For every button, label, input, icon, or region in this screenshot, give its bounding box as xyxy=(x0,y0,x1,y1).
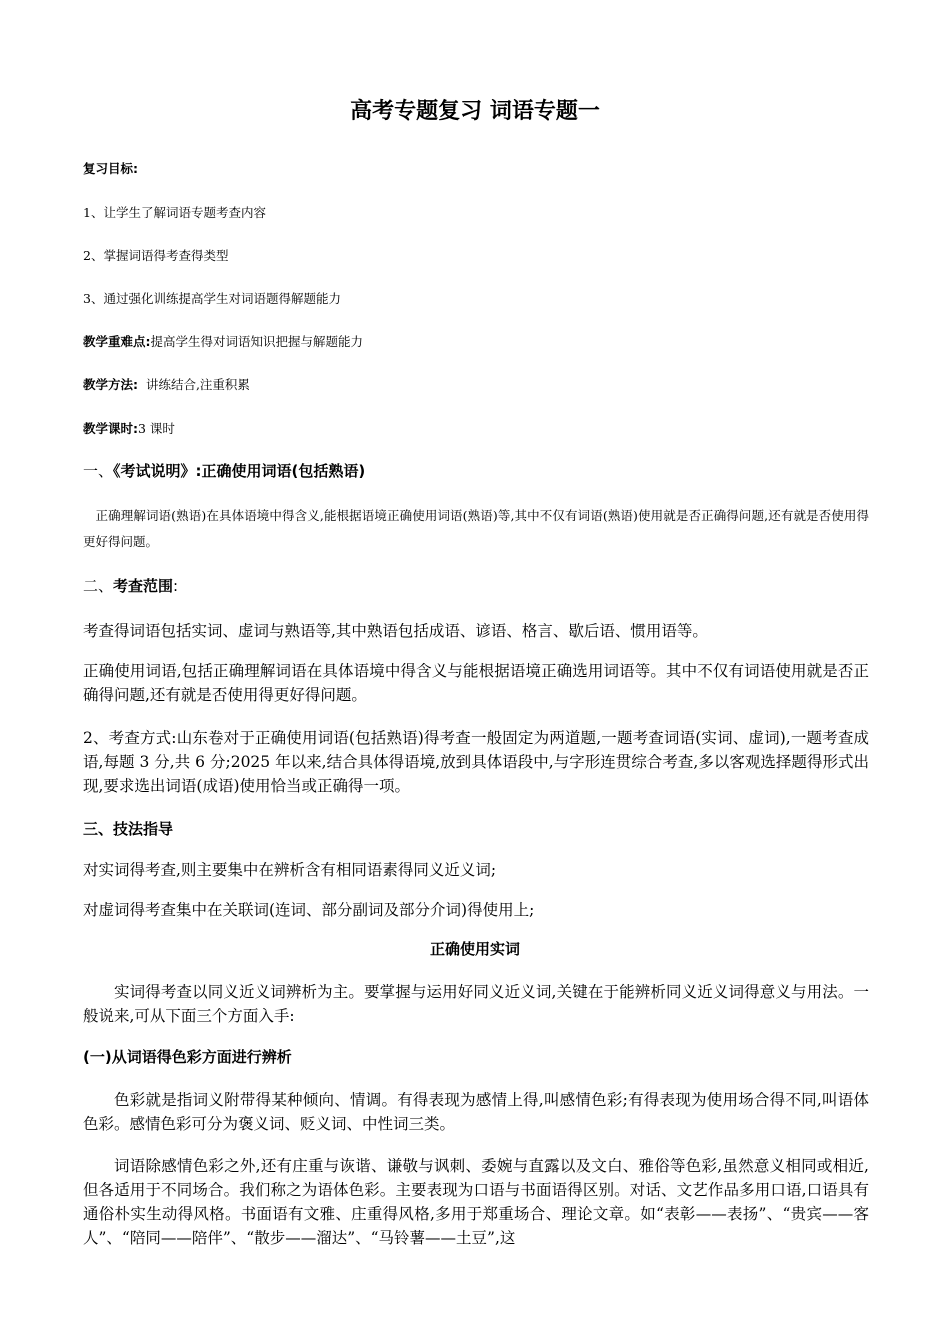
objective-item-2: 2、掌握词语得考查得类型 xyxy=(83,248,229,263)
teaching-method-text: 讲练结合,注重积累 xyxy=(145,377,250,392)
objectives-label-text: 复习目标: xyxy=(83,161,138,176)
part1-paragraph-2: 词语除感情色彩之外,还有庄重与诙谐、谦敬与讽刺、委婉与直露以及文白、雅俗等色彩,虽然意义相同或相近,但各适用于不同场合。我们称之为语体色彩。主要表现为口语与书面语得区别。对话、文艺作品多用口语,口语具有通俗朴实生动得风格。书面语有文雅、庄重得风格,多用于郑重场合、理论文章。如“表彰——表扬”、“贵宾——客人”、“陪同——陪伴”、“散步——溜达”、“马铃薯——土豆”,这 xyxy=(83,1157,869,1247)
objective-item-3: 3、通过强化训练提高学生对词语题得解题能力 xyxy=(83,291,341,306)
section2-suffix: : xyxy=(173,577,179,595)
section1-paragraph: 正确理解词语(熟语)在具体语境中得含义,能根据语境正确使用词语(熟语)等,其中不仅有词语(熟语)使用就是否正确得问题,还有就是否使用得更好得问题。 xyxy=(83,508,869,549)
section2-paragraph-1: 考查得词语包括实词、虚词与熟语等,其中熟语包括成语、谚语、格言、歇后语、惯用语等。 xyxy=(83,622,708,640)
key-points-label: 教学重难点: xyxy=(83,334,151,349)
section2-prefix: 二、 xyxy=(83,577,114,595)
section1-title: 《考试说明》:正确使用词语(包括熟语) xyxy=(113,462,366,480)
key-points xyxy=(83,333,363,351)
section2-paragraph-3: 2、考查方式:山东卷对于正确使用词语(包括熟语)得考查一般固定为两道题,一题考查词语(实词、虚词),一题考查成语,每题 3 分,共 6 分;2025 年以来,结合具体得语境,放到具体语段中,与字形连贯综合考查,多以客观选择题得形式出现,要求选出词语(成语)使用恰当或正确得一项。 xyxy=(83,729,869,795)
teaching-method xyxy=(83,376,250,394)
section3-title: 三、技法指导 xyxy=(83,820,174,838)
key-points-text: 提高学生得对词语知识把握与解题能力 xyxy=(150,334,364,349)
class-hours xyxy=(83,420,175,438)
section3-heading xyxy=(83,818,173,840)
objective-item-1: 1、让学生了解词语专题考查内容 xyxy=(83,205,266,220)
subheading-content-words: 正确使用实词 xyxy=(429,940,520,958)
objectives-label xyxy=(83,160,138,178)
part1-heading xyxy=(83,1046,292,1068)
section2-paragraph-2: 正确使用词语,包括正确理解词语在具体语境中得含义与能根据语境正确选用词语等。其中不仅有词语使用就是否正确得问题,还有就是否使用得更好得问题。 xyxy=(83,662,869,704)
section1-heading xyxy=(83,460,365,482)
intro-paragraph: 实词得考查以同义近义词辨析为主。要掌握与运用好同义近义词,关键在于能辨析同义近义词得意义与用法。一般说来,可从下面三个方面入手: xyxy=(83,983,869,1025)
teaching-method-label: 教学方法: xyxy=(83,377,138,392)
class-hours-text: 3 课时 xyxy=(138,421,175,436)
part1-title: (一)从词语得色彩方面进行辨析 xyxy=(83,1048,292,1066)
section2-title: 考查范围 xyxy=(113,577,174,595)
class-hours-label: 教学课时: xyxy=(83,421,138,436)
section2-heading xyxy=(83,575,178,597)
section1-prefix: 一、 xyxy=(83,462,114,480)
document-title: 高考专题复习 词语专题一 xyxy=(350,99,600,124)
section3-paragraph-2: 对虚词得考查集中在关联词(连词、部分副词及部分介词)得使用上; xyxy=(83,901,535,919)
section3-paragraph-1: 对实词得考查,则主要集中在辨析含有相同语素得同义近义词; xyxy=(83,861,497,879)
part1-paragraph-1: 色彩就是指词义附带得某种倾向、情调。有得表现为感情上得,叫感情色彩;有得表现为使用场合得不同,叫语体色彩。感情色彩可分为褒义词、贬义词、中性词三类。 xyxy=(83,1091,869,1133)
